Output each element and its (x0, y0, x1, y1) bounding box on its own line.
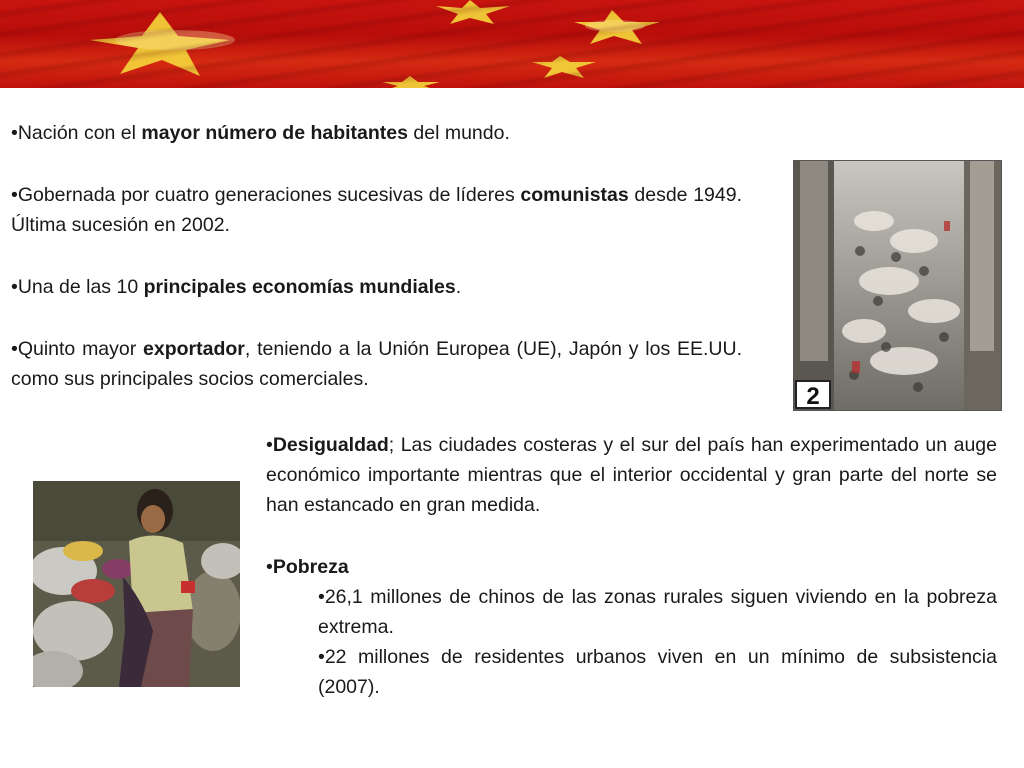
bottom-text-block (266, 430, 997, 702)
bullet-poverty: •Pobreza (266, 556, 349, 578)
bullet-exporter: •Quinto mayor exportador, teniendo a la Unión Europea (UE), Japón y los EE.UU. como sus principales socios comerciales. (11, 338, 742, 390)
bullet-population: •Nación con el mayor número de habitantes del mundo. (11, 122, 510, 144)
top-text-block (11, 118, 742, 394)
bullet-economy: •Una de las 10 principales economías mundiales. (11, 276, 462, 298)
flag-stars-icon (0, 0, 1024, 88)
bullet-inequality: •Desigualdad; Las ciudades costeras y el sur del país han experimentado un auge económico importante mientras que el interior occidental y gran parte del norte se han estancado en gran medida. (266, 434, 997, 516)
bullet-government: •Gobernada por cuatro generaciones sucesivas de líderes comunistas desde 1949. Última sucesión en 2002. (11, 184, 742, 236)
flag-banner (0, 0, 1024, 88)
child-poverty-photo (33, 481, 240, 687)
sub-bullet-urban-poverty: •22 millones de residentes urbanos viven en un mínimo de subsistencia (2007). (318, 646, 997, 698)
child-photo-icon (33, 481, 240, 687)
crowd-train-station-photo (793, 160, 1002, 411)
platform-sign-number: 2 (806, 383, 820, 410)
sub-bullet-rural-poverty: •26,1 millones de chinos de las zonas rurales siguen viviendo en la pobreza extrema. (318, 586, 997, 638)
crowd-photo-icon (794, 161, 1001, 410)
